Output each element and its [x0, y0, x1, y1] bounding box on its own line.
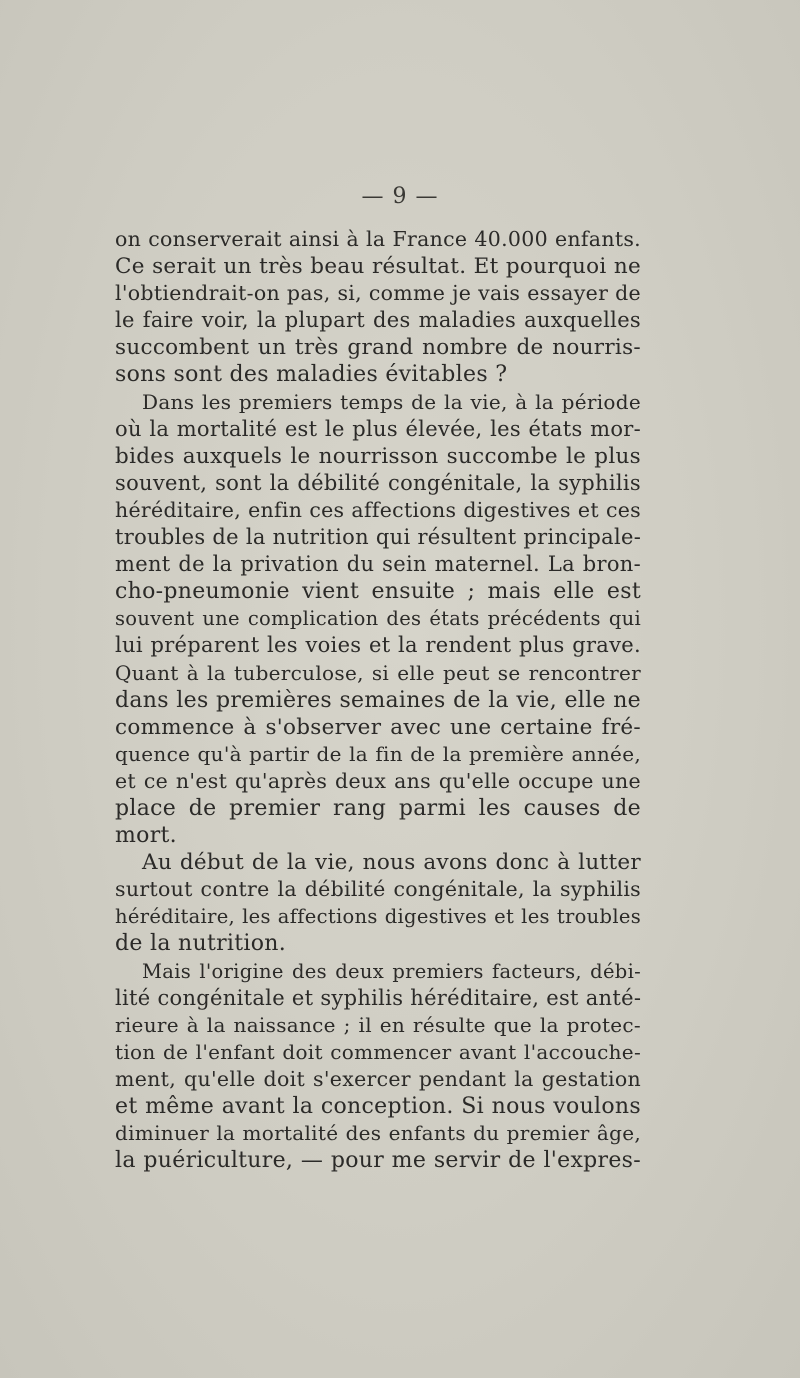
text-line: Quant à la tuberculose, si elle peut se rencontrer: [115, 660, 641, 685]
text-line: et ce n'est qu'après deux ans qu'elle occupe une: [115, 768, 641, 793]
text-line: héréditaire, les affections digestives et les troubles: [115, 905, 641, 929]
text-line: dans les premières semaines de la vie, elle ne: [115, 687, 641, 713]
text-line: souvent une complication des états précédents qui: [115, 607, 641, 631]
text-line: Ce serait un très beau résultat. Et pourquoi ne: [115, 254, 641, 280]
text-line: bides auxquels le nourrisson succombe le plus: [115, 443, 641, 469]
text-line: surtout contre la débilité congénitale, la syphilis: [115, 877, 641, 902]
text-line: rieure à la naissance ; il en résulte que la protec-: [115, 1012, 641, 1037]
text-line: diminuer la mortalité des enfants du premier âge,: [115, 1121, 641, 1146]
text-line: commence à s'observer avec une certaine fré-: [115, 714, 641, 740]
text-line: l'obtiendrait-on pas, si, comme je vais essayer de: [115, 281, 641, 306]
text-line: quence qu'à partir de la fin de la première année,: [115, 741, 641, 766]
text-line: la puériculture, — pour me servir de l'expres-: [115, 1148, 641, 1174]
text-line: héréditaire, enfin ces affections digestives et ces: [115, 497, 641, 522]
text-line: Dans les premiers temps de la vie, à la période: [142, 389, 641, 414]
text-line: et même avant la conception. Si nous voulons: [115, 1094, 641, 1119]
text-line: souvent, sont la débilité congénitale, la syphilis: [115, 470, 641, 495]
body-text: [115, 226, 641, 1174]
text-line: place de premier rang parmi les causes de: [115, 795, 641, 821]
text-line: succombent un très grand nombre de nourris-: [115, 335, 641, 361]
page-number: — 9 —: [361, 184, 439, 209]
text-line: mort.: [115, 823, 177, 849]
text-line: troubles de la nutrition qui résultent principale-: [115, 525, 642, 550]
text-line: ment de la privation du sein maternel. La bron-: [115, 552, 641, 577]
text-line: tion de l'enfant doit commencer avant l'accouche-: [115, 1039, 641, 1064]
text-line: le faire voir, la plupart des maladies auxquelles: [115, 308, 641, 333]
text-line: Mais l'origine des deux premiers facteurs, débi-: [142, 959, 641, 983]
text-line: de la nutrition.: [115, 931, 287, 957]
text-line: cho-pneumonie vient ensuite ; mais elle est: [115, 579, 641, 605]
text-line: on conserverait ainsi à la France 40.000 enfants.: [115, 227, 641, 251]
text-line: Au début de la vie, nous avons donc à lutter: [142, 850, 641, 876]
text-line: lité congénitale et syphilis héréditaire, est anté-: [115, 985, 642, 1010]
text-line: lui préparent les voies et la rendent plus grave.: [115, 633, 641, 658]
text-line: où la mortalité est le plus élevée, les états mor-: [115, 416, 641, 441]
text-line: sons sont des maladies évitables ?: [115, 362, 508, 388]
text-line: ment, qu'elle doit s'exercer pendant la gestation: [115, 1066, 641, 1091]
